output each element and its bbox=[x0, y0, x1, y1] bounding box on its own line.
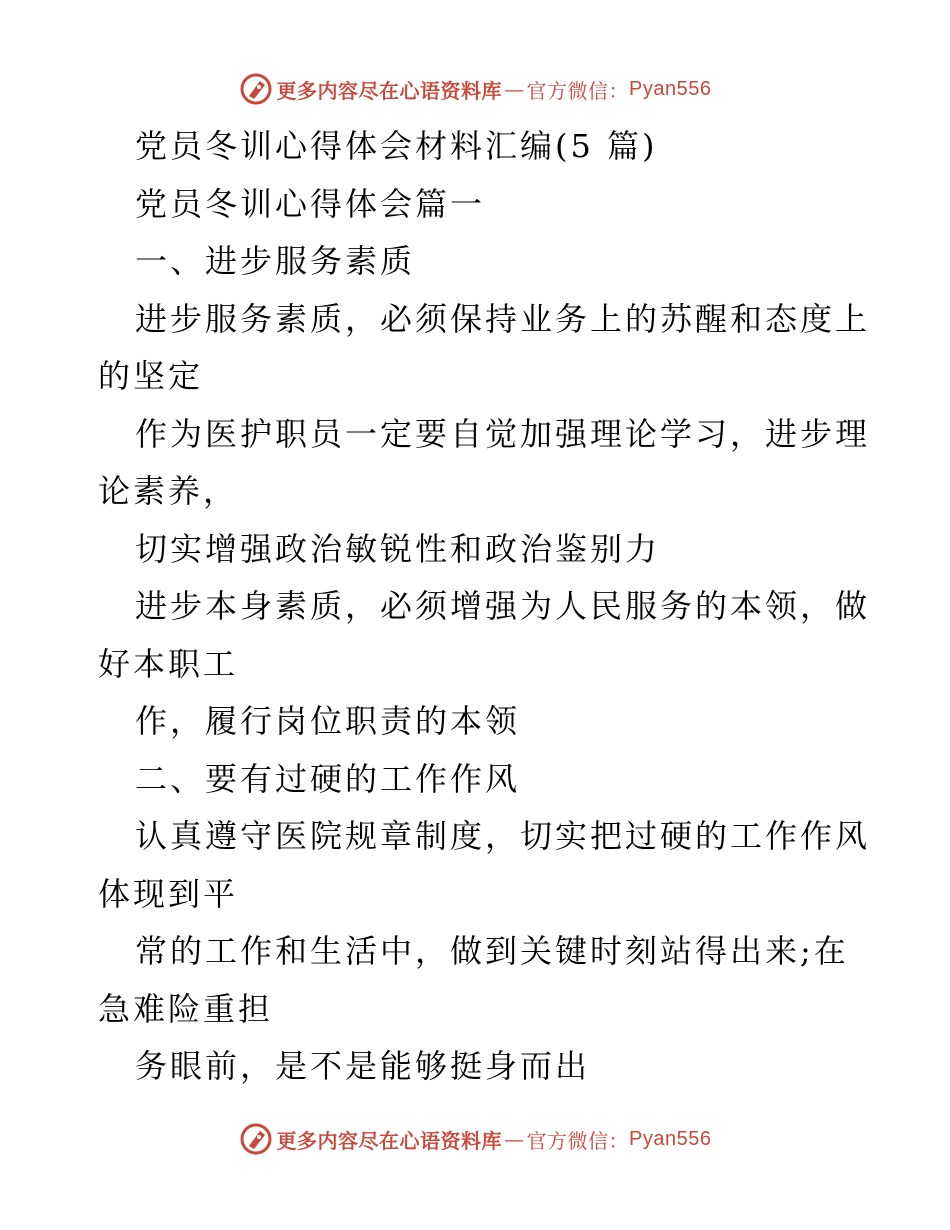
paragraph-line-continuation: 论素养， bbox=[98, 472, 239, 510]
watermark-account-id: Pyan556 bbox=[629, 77, 712, 100]
paragraph-line: 进步服务素质，必须保持业务上的苏醒和态度上 bbox=[135, 299, 871, 338]
watermark-official-label: 官方微信： bbox=[526, 1128, 630, 1153]
pen-nib-logo-icon bbox=[239, 1122, 273, 1156]
paragraph-line: 认真遵守医院规章制度，切实把过硬的工作作风 bbox=[135, 817, 871, 855]
paragraph-line: 切实增强政治敏锐性和政治鉴别力 bbox=[135, 529, 661, 568]
paragraph-line-continuation: 急难险重担 bbox=[98, 989, 274, 1028]
paragraph-line-continuation: 好本职工 bbox=[98, 644, 239, 683]
document-body bbox=[98, 118, 871, 1096]
paragraph-line: 作为医护职员一定要自觉加强理论学习，进步理 bbox=[135, 414, 871, 453]
paragraph-line-continuation: 的坚定 bbox=[98, 357, 204, 395]
watermark-dash: — bbox=[504, 1127, 525, 1151]
paragraph-line: 常的工作和生活中，做到关键时刻站得出来;在 bbox=[135, 932, 849, 970]
document-title: 党员冬训心得体会材料汇编(5 篇) bbox=[135, 127, 658, 165]
watermark-account-id: Pyan556 bbox=[629, 1127, 712, 1150]
subheading: 二、要有过硬的工作作风 bbox=[135, 759, 521, 798]
paragraph-line-continuation: 体现到平 bbox=[98, 874, 239, 913]
watermark-main-text: 更多内容尽在心语资料库 bbox=[276, 1128, 503, 1153]
watermark-dash: — bbox=[504, 77, 525, 101]
pen-nib-logo-icon bbox=[239, 72, 273, 106]
subheading: 一、进步服务素质 bbox=[135, 242, 416, 280]
watermark-header bbox=[0, 72, 950, 106]
section-heading: 党员冬训心得体会篇一 bbox=[135, 184, 486, 223]
paragraph-line: 进步本身素质，必须增强为人民服务的本领，做 bbox=[135, 587, 871, 625]
watermark-footer bbox=[0, 1122, 950, 1156]
paragraph-line: 务眼前，是不是能够挺身而出 bbox=[135, 1047, 591, 1085]
watermark-official-label: 官方微信： bbox=[526, 78, 630, 103]
watermark-main-text: 更多内容尽在心语资料库 bbox=[276, 78, 503, 103]
paragraph-line: 作，履行岗位职责的本领 bbox=[135, 702, 521, 740]
